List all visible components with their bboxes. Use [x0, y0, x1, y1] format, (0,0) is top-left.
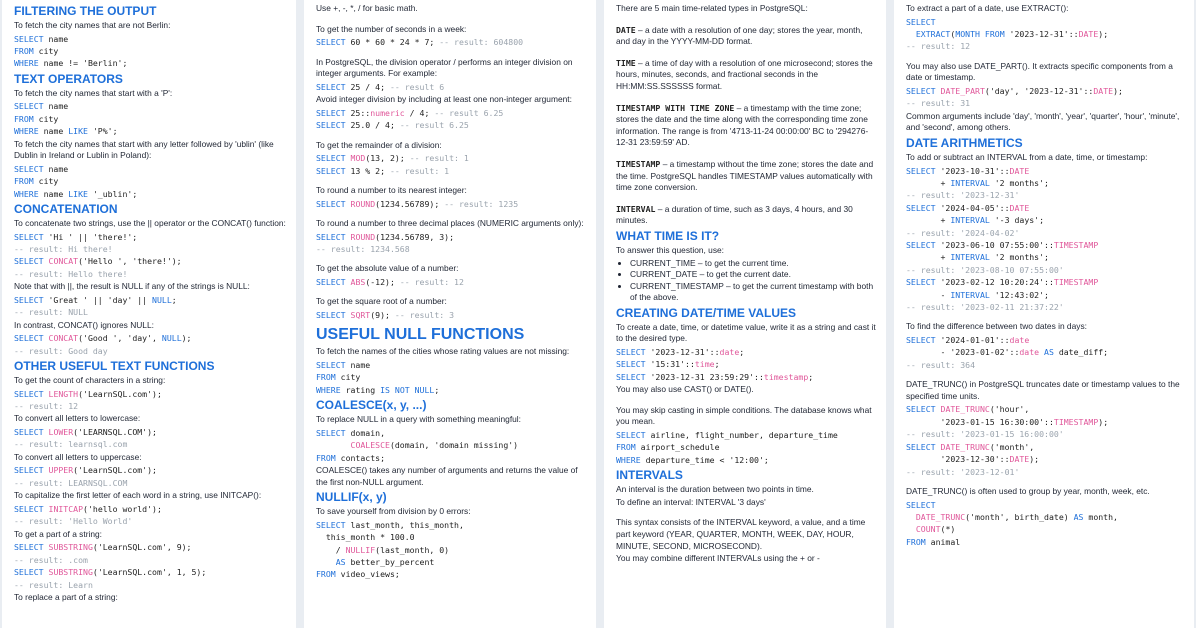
code-line: WHERE rating IS NOT NULL; — [316, 384, 440, 395]
code-line: -- result: 31 — [906, 98, 971, 109]
trunc-text: DATE_TRUNC() in PostgreSQL truncates date or timestamp values to the specified time units. — [906, 379, 1180, 401]
division-text: In PostgreSQL, the division operator / performs an integer division on integer arguments. For example: — [316, 56, 573, 79]
code-block — [906, 334, 1184, 371]
code-block — [616, 429, 876, 466]
code-block — [14, 426, 286, 451]
type-timestamp: TIMESTAMP – a timestamp without the time zone; stores the date and the time. PostgreSQL handles TIMESTAMP values automatically with time zone conversion. — [616, 158, 874, 193]
seconds-text: To get the number of seconds in a week: — [316, 23, 467, 34]
code-block — [14, 231, 286, 281]
code-block — [906, 403, 1184, 477]
filter-text: To fetch the city names that are not Berlin: — [14, 20, 171, 30]
code-line: SELECT '15:31'::time; — [616, 359, 720, 370]
code-block — [906, 85, 1184, 110]
code-line: SELECT '2023-10-31'::DATE — [906, 165, 1030, 176]
code-line: SELECT '2023-12-31'::date; — [616, 347, 745, 358]
type-interval: INTERVAL – a duration of time, such as 3 days, 4 hours, and 30 minutes. — [616, 203, 853, 226]
type-timestamptz: TIMESTAMP WITH TIME ZONE – a timestamp with the time zone; stores the date and the time along with the corresponding time zone information. The range is from '4713-11-24 00:00:00' BC to '294276-12-31 23:59:59' AD. — [616, 102, 869, 148]
type-date: DATE – a date with a resolution of one day; stores the year, month, and day in the YYYY-MM-DD format. — [616, 24, 863, 47]
code-block — [316, 309, 586, 321]
other-text-6: To replace a part of a string: — [14, 591, 118, 602]
code-line: SELECT name — [316, 360, 371, 370]
column-2 — [304, 0, 596, 628]
code-block — [316, 81, 586, 93]
other-text-1: To get the count of characters in a string: — [14, 375, 166, 386]
code-line: SELECT SUBSTRING('LearnSQL.com', 9); — [14, 542, 192, 553]
code-block — [14, 541, 286, 591]
code-block — [616, 346, 876, 383]
code-line: -- result: '2023-08-10 07:55:00' — [906, 264, 1064, 275]
round3-text: To round a number to three decimal places (NUMERIC arguments only): — [316, 218, 584, 228]
skip-text: You may skip casting in simple conditions. The database knows what you mean. — [616, 404, 872, 427]
group-text: DATE_TRUNC() is often used to group by year, month, week, etc. — [906, 485, 1150, 496]
code-line: -- result: Hi there! — [14, 244, 113, 255]
sqrt-text: To get the square root of a number: — [316, 296, 447, 307]
heading-intervals: INTERVALS — [616, 468, 683, 483]
code-block — [316, 152, 586, 177]
code-line: SELECT SQRT(9); -- result: 3 — [316, 310, 455, 320]
code-block — [906, 499, 1184, 549]
code-line: FROM city — [14, 176, 59, 187]
code-line: SELECT INITCAP('hello world'); — [14, 503, 162, 514]
code-block — [14, 388, 286, 413]
code-line: FROM city — [316, 372, 361, 383]
heading-creating-values: CREATING DATE/TIME VALUES — [616, 305, 796, 320]
datepart-text: You may also use DATE_PART(). It extracts specific components from a date or timestamp. — [906, 60, 1173, 83]
code-line: SELECT name — [14, 163, 69, 174]
code-line: '2023-12-30'::DATE); — [906, 454, 1040, 465]
code-line: + INTERVAL '2 months'; — [906, 252, 1049, 263]
code-line: -- result: '2023-01-15 16:00:00' — [906, 429, 1064, 440]
code-line: SELECT name — [14, 101, 69, 112]
code-line: SELECT SUBSTRING('LearnSQL.com', 1, 5); — [14, 567, 207, 578]
args-text: Common arguments include 'day', 'month', 'year', 'quarter', 'hour', 'minute', and 'second', among others. — [906, 110, 1180, 133]
code-line: FROM city — [14, 46, 59, 56]
types-intro: There are 5 main time-related types in PostgreSQL: — [616, 3, 808, 13]
code-block — [316, 359, 586, 396]
code-line: SELECT ROUND(1234.56789, 3); — [316, 231, 455, 242]
code-line: SELECT '2023-06-10 07:55:00'::TIMESTAMP — [906, 240, 1099, 251]
code-line: SELECT DATE_PART('day', '2023-12-31'::DATE); — [906, 86, 1123, 96]
code-line: SELECT 25::numeric / 4; -- result 6.25 — [316, 107, 504, 118]
heading-date-arithmetics: DATE ARITHMETICS — [906, 136, 1023, 150]
code-block — [906, 165, 1184, 314]
intervals-text-1: An interval is the duration between two points in time. — [616, 484, 814, 495]
code-block — [316, 231, 586, 256]
other-text-3: To convert all letters to uppercase: — [14, 451, 142, 462]
code-block — [316, 276, 586, 288]
code-block — [906, 16, 1184, 53]
code-block — [14, 100, 286, 137]
list-item: • CURRENT_DATE – to get the current date. — [630, 269, 876, 281]
arith-text: To add or subtract an INTERVAL from a date, time, or timestamp: — [906, 152, 1148, 162]
code-line: -- result: learnsql.com — [14, 439, 128, 450]
other-text-5: To get a part of a string: — [14, 528, 102, 539]
code-line: -- result: 1234.568 — [316, 244, 410, 254]
code-line: - '2023-01-02'::date AS date_diff; — [906, 347, 1109, 358]
code-line: SELECT ABS(-12); -- result: 12 — [316, 277, 464, 287]
nullif-text: To save yourself from division by 0 errors: — [316, 506, 471, 517]
heading-nullif: NULLIF(x, y) — [316, 490, 387, 505]
code-block — [316, 107, 586, 132]
code-line: -- result: Hello there! — [14, 268, 128, 279]
code-line: SELECT 25 / 4; -- result 6 — [316, 81, 445, 92]
code-line: AS better_by_percent — [335, 557, 435, 568]
code-line: EXTRACT(MONTH FROM '2023-12-31'::DATE); — [915, 29, 1109, 39]
column-4 — [894, 0, 1194, 628]
code-line: this_month * 100.0 — [316, 532, 415, 543]
code-line: SELECT 25.0 / 4; -- result 6.25 — [316, 120, 469, 131]
heading-concatenation: CONCATENATION — [14, 202, 118, 217]
code-line: '2023-01-15 16:30:00'::TIMESTAMP); — [906, 416, 1109, 427]
null-text: To fetch the names of the cities whose rating values are not missing: — [316, 346, 570, 357]
intervals-text-3: This syntax consists of the INTERVAL keyword, a value, and a time part keyword (YEAR, QUARTER, MONTH, WEEK, DAY, HOUR, MINUTE, SECOND, MICROSECOND). — [616, 517, 866, 551]
code-line: SELECT last_month, this_month, — [316, 519, 464, 530]
code-line: SELECT 13 % 2; -- result: 1 — [316, 165, 450, 176]
code-line: SELECT LOWER('LEARNSQL.COM'); — [14, 427, 157, 438]
code-line: COUNT(*) — [915, 524, 956, 535]
code-line: SELECT LENGTH('LearnSQL.com'); — [14, 388, 162, 399]
code-line: / NULLIF(last_month, 0) — [316, 544, 450, 555]
textops-text-2: To fetch the city names that start with any letter followed by 'ublin' (like Dublin in Ireland or Lublin in Poland): — [14, 138, 274, 161]
list-item: • CURRENT_TIMESTAMP – to get the current timestamp with both of the above. — [630, 281, 876, 304]
heading-what-time: WHAT TIME IS IT? — [616, 228, 720, 243]
coalesce-text-2: COALESCE() takes any number of arguments and returns the value of the first non-NULL argument. — [316, 465, 578, 487]
other-text-4: To capitalize the first letter of each word in a string, use INITCAP(): — [14, 490, 262, 501]
code-line: DATE_TRUNC('month', birth_date) AS month, — [915, 511, 1118, 522]
column-3 — [604, 0, 886, 628]
avoid-text: Avoid integer division by including at least one non-integer argument: — [316, 94, 572, 105]
code-block — [14, 503, 286, 528]
code-line: SELECT name — [14, 33, 69, 44]
code-line: -- result: '2023-12-01' — [906, 466, 1020, 477]
code-block — [14, 294, 286, 319]
code-line: FROM city — [14, 113, 59, 124]
list-item: • CURRENT_TIME – to get the current time. — [630, 258, 876, 270]
code-line: -- result: Learn — [14, 579, 93, 590]
code-line: SELECT CONCAT('Hello ', 'there!'); — [14, 256, 182, 267]
code-line: SELECT domain, — [316, 427, 386, 438]
code-line: WHERE name != 'Berlin'; — [14, 58, 128, 69]
remainder-text: To get the remainder of a division: — [316, 139, 442, 150]
code-line: -- result: 'Hello World' — [14, 516, 133, 527]
heading-text-operators: TEXT OPERATORS — [14, 71, 123, 86]
code-block — [14, 163, 286, 200]
code-line: -- result: 12 — [906, 41, 971, 52]
heading-other-text-functions: OTHER USEFUL TEXT FUNCTIONS — [14, 359, 215, 374]
code-block — [14, 332, 286, 357]
code-line: WHERE name LIKE 'P%'; — [14, 126, 118, 137]
code-block — [316, 427, 586, 464]
heading-filtering: FILTERING THE OUTPUT — [14, 4, 157, 18]
heading-null-functions: USEFUL NULL FUNCTIONS — [316, 326, 525, 344]
code-block — [14, 33, 286, 70]
code-line: SELECT DATE_TRUNC('hour', — [906, 404, 1030, 415]
abs-text: To get the absolute value of a number: — [316, 263, 459, 274]
other-text-2: To convert all letters to lowercase: — [14, 413, 141, 424]
coalesce-text-1: To replace NULL in a query with something meaningful: — [316, 414, 521, 425]
code-line: SELECT — [906, 499, 936, 510]
code-line: - INTERVAL '12:43:02'; — [906, 289, 1049, 300]
code-line: SELECT '2024-04-05'::DATE — [906, 202, 1030, 213]
code-line: FROM animal — [906, 536, 961, 547]
code-line: + INTERVAL '2 months'; — [906, 178, 1049, 188]
code-line: SELECT '2024-01-01'::date — [906, 335, 1030, 346]
code-line: -- result: 12 — [14, 401, 79, 412]
concat-text-1: To concatenate two strings, use the || operator or the CONCAT() function: — [14, 218, 286, 229]
code-line: -- result: '2023-02-11 21:37:22' — [906, 302, 1064, 313]
column-1 — [2, 0, 296, 628]
code-line: -- result: '2023-12-31' — [906, 190, 1020, 201]
code-line: -- result: LEARNSQL.COM — [14, 477, 128, 488]
concat-text-2: Note that with ||, the result is NULL if any of the strings is NULL: — [14, 281, 250, 292]
create-text-2: You may also use CAST() or DATE(). — [616, 384, 754, 395]
code-line: FROM video_views; — [316, 569, 400, 580]
code-line: SELECT 'Great ' || 'day' || NULL; — [14, 294, 177, 305]
heading-coalesce: COALESCE(x, y, ...) — [316, 398, 427, 413]
what-text: To answer this question, use: — [616, 244, 725, 255]
code-line: SELECT ROUND(1234.56789); -- result: 1235 — [316, 198, 519, 209]
code-line: + INTERVAL '-3 days'; — [906, 215, 1045, 226]
code-block — [14, 464, 286, 489]
code-line: SELECT DATE_TRUNC('month', — [906, 441, 1035, 452]
extract-text: To extract a part of a date, use EXTRACT(): — [906, 3, 1069, 13]
code-line: SELECT '2023-12-31 23:59:29'::timestamp; — [616, 371, 814, 382]
math-intro: Use +, -, *, / for basic math. — [316, 3, 418, 13]
textops-text-1: To fetch the city names that start with a 'P': — [14, 87, 173, 98]
code-line: SELECT 60 * 60 * 24 * 7; -- result: 604800 — [316, 37, 524, 48]
code-line: -- result: NULL — [14, 307, 88, 318]
code-line: SELECT MOD(13, 2); -- result: 1 — [316, 153, 469, 164]
code-line: -- result: 364 — [906, 359, 976, 370]
code-line: WHERE departure_time < '12:00'; — [616, 454, 769, 465]
concat-text-3: In contrast, CONCAT() ignores NULL: — [14, 319, 154, 330]
type-time: TIME – a time of day with a resolution of one microsecond; stores the hours, minutes, seconds, and fractional seconds in the HH:MM:SS.SSSSSS format. — [616, 57, 873, 91]
code-line: -- result: '2024-04-02' — [906, 227, 1020, 238]
round-text: To round a number to its nearest integer: — [316, 185, 467, 195]
code-line: FROM contacts; — [316, 452, 386, 463]
code-line: COALESCE(domain, 'domain missing') — [350, 440, 519, 451]
code-block — [316, 198, 586, 210]
create-text: To create a date, time, or datetime value, write it as a string and cast it to the desired type. — [616, 321, 876, 344]
code-block — [316, 36, 586, 48]
intervals-text-4: You may combine different INTERVALs using the + or - — [616, 553, 820, 564]
code-line: -- result: Good day — [14, 345, 108, 356]
code-line: SELECT — [906, 16, 936, 27]
code-line: FROM airport_schedule — [616, 442, 720, 453]
code-line: WHERE name LIKE '_ublin'; — [14, 188, 138, 199]
intervals-text-2: To define an interval: INTERVAL '3 days' — [616, 496, 766, 507]
code-line: SELECT CONCAT('Good ', 'day', NULL); — [14, 333, 192, 344]
code-line: -- result: .com — [14, 554, 88, 565]
diff-text: To find the difference between two dates in days: — [906, 321, 1087, 332]
code-line: SELECT airline, flight_number, departure_time — [616, 430, 838, 441]
code-line: SELECT 'Hi ' || 'there!'; — [14, 231, 138, 242]
code-block — [316, 519, 586, 581]
code-line: SELECT '2023-02-12 10:20:24'::TIMESTAMP — [906, 277, 1099, 288]
code-line: SELECT UPPER('LearnSQL.com'); — [14, 465, 157, 476]
what-list — [616, 258, 876, 304]
